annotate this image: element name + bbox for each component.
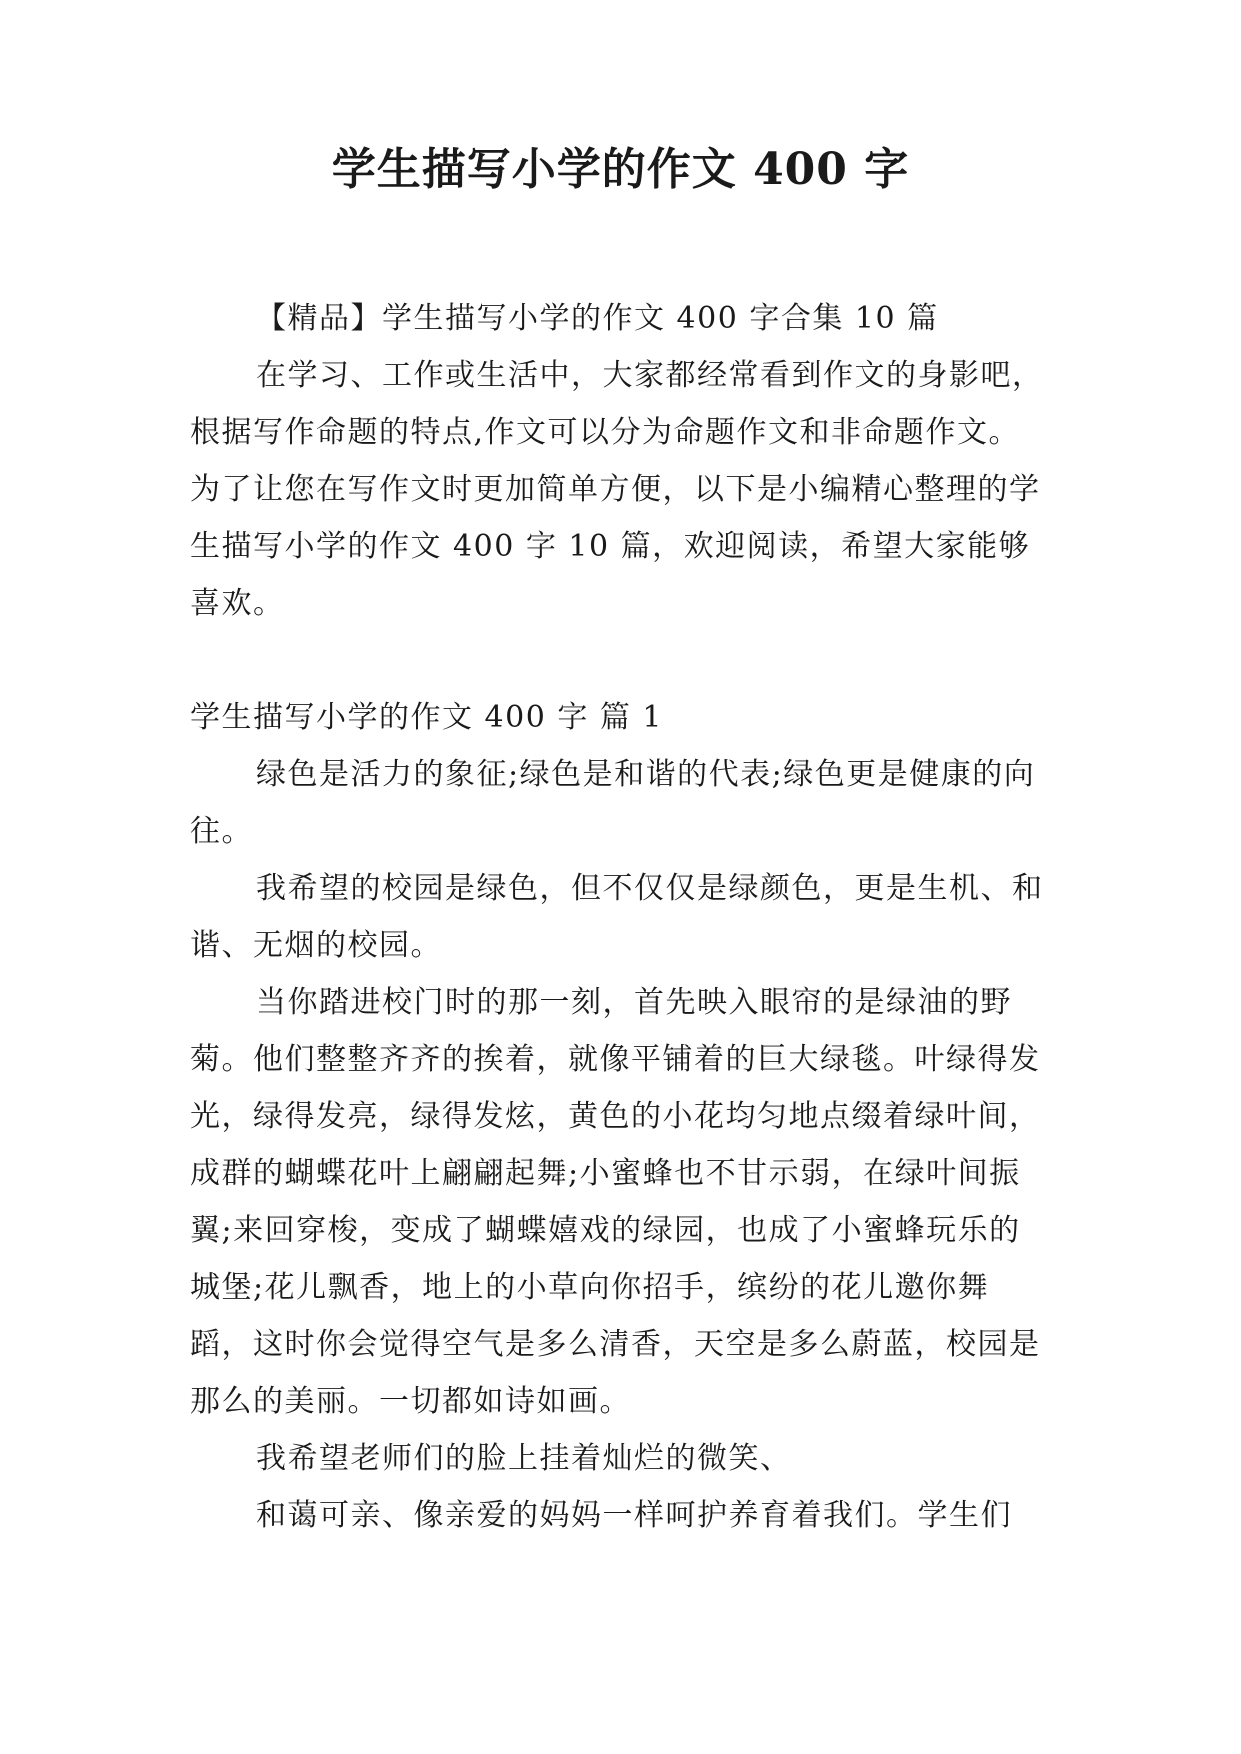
lead-line: 【精品】学生描写小学的作文 400 字合集 10 篇 — [256, 301, 939, 336]
section-heading: 学生描写小学的作文 400 字 篇 1 — [190, 700, 663, 735]
paragraph: 绿色是活力的象征;绿色是和谐的代表;绿色更是健康的向往。 — [190, 757, 1036, 849]
section-spacer — [190, 632, 1050, 689]
paragraph: 我希望的校园是绿色，但不仅仅是绿颜色，更是生机、和谐、无烟的校园。 — [190, 871, 1044, 963]
intro-paragraph: 在学习、工作或生活中，大家都经常看到作文的身影吧，根据写作命题的特点,作文可以分为命题作文和非命题作文。为了让您在写作文时更加简单方便，以下是小编精心整理的学生描写小学的作文 400 字 10 篇，欢迎阅读，希望大家能够喜欢。 — [190, 358, 1044, 621]
document-title: 学生描写小学的作文 400 字 — [331, 144, 910, 195]
document-body — [190, 290, 1050, 1544]
paragraph: 和蔼可亲、像亲爱的妈妈一样呵护养育着我们。学生们 — [256, 1498, 1012, 1533]
paragraph: 当你踏进校门时的那一刻，首先映入眼帘的是绿油的野菊。他们整整齐齐的挨着，就像平铺着的巨大绿毯。叶绿得发光，绿得发亮，绿得发炫，黄色的小花均匀地点缀着绿叶间，成群的蝴蝶花叶上翩翩起舞;小蜜蜂也不甘示弱，在绿叶间振翼;来回穿梭，变成了蝴蝶嬉戏的绿园，也成了小蜜蜂玩乐的城堡;花儿飘香，地上的小草向你招手，缤纷的花儿邀你舞蹈，这时你会觉得空气是多么清香，天空是多么蔚蓝，校园是那么的美丽。一切都如诗如画。 — [190, 985, 1041, 1419]
paragraph: 我希望老师们的脸上挂着灿烂的微笑、 — [256, 1441, 792, 1476]
